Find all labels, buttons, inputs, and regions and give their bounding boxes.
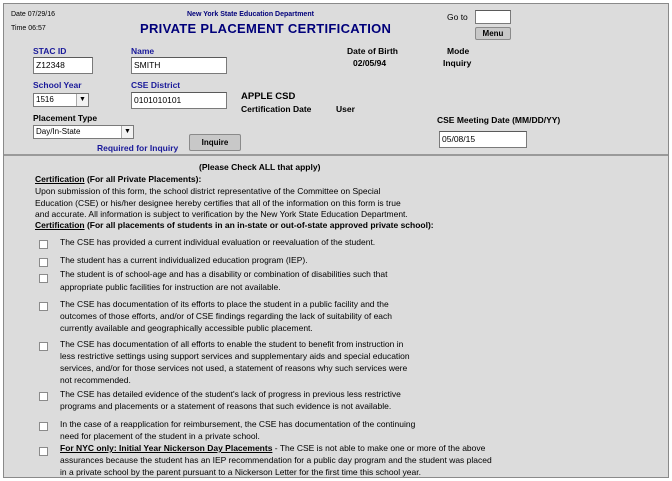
nyc-item-label: For NYC only: Initial Year Nickerson Day Placements <box>60 443 273 453</box>
school-year-select[interactable] <box>33 93 89 107</box>
certification-title-2: Certification <box>35 220 85 230</box>
nyc-item-first-rest: - The CSE is not able to make one or more of the above <box>272 443 486 453</box>
stac-id-label: STAC ID <box>33 46 67 56</box>
goto-label: Go to <box>447 12 468 22</box>
placement-type-value: Day/In-State <box>36 127 81 136</box>
certify-item-6-line-0: The CSE has detailed evidence of the student's lack of progress in previous less restrictive <box>60 389 401 399</box>
nyc-nickerson-checkbox[interactable] <box>39 447 48 456</box>
name-field[interactable]: SMITH <box>131 57 227 74</box>
certify-item-5-line-2: services, and/or for those services not used, a statement of reasons why such services were <box>60 363 408 373</box>
school-year-label: School Year <box>33 80 82 90</box>
cse-meeting-date-label: CSE Meeting Date (MM/DD/YY) <box>437 115 561 125</box>
date-label: Date 07/29/16 <box>11 11 55 18</box>
intro-line-2: and accurate. All information is subject to verification by the New York State Education Department. <box>35 209 408 219</box>
time-label: Time 06:57 <box>11 25 46 32</box>
header-panel <box>4 4 668 156</box>
certify-item-4-line-0: The CSE has documentation of its efforts to place the student in a public facility and the <box>60 299 389 309</box>
user-label: User <box>336 104 355 114</box>
department-name: New York State Education Department <box>187 11 314 18</box>
cse-meeting-date-field[interactable]: 05/08/15 <box>439 131 527 148</box>
intro-line-0: Upon submission of this form, the school district representative of the Committee on Special <box>35 186 381 196</box>
inquire-button[interactable]: Inquire <box>189 134 241 151</box>
placement-type-select[interactable] <box>33 125 134 139</box>
certification-sub-1: (For all Private Placements): <box>86 174 202 184</box>
nyc-item-line-1: assurances because the student has an IEP recommendation for a public day program and the student was placed <box>60 455 492 465</box>
certify-item-1-line-0: The CSE has provided a current individual evaluation or reevaluation of the student. <box>60 237 376 247</box>
page-title: PRIVATE PLACEMENT CERTIFICATION <box>140 21 392 36</box>
certify-checkbox-2[interactable] <box>39 258 48 267</box>
certify-item-3-line-0: The student is of school-age and has a disability or combination of disabilities such that <box>60 269 388 279</box>
cse-district-label: CSE District <box>131 80 181 90</box>
certification-heading-1 <box>35 174 201 184</box>
certify-item-5-line-3: not recommended. <box>60 375 131 385</box>
certify-checkbox-6[interactable] <box>39 392 48 401</box>
cse-district-field[interactable]: 0101010101 <box>131 92 227 109</box>
district-name: APPLE CSD <box>241 91 296 102</box>
placement-type-label: Placement Type <box>33 113 98 123</box>
required-for-inquiry: Required for Inquiry <box>97 143 179 153</box>
goto-input[interactable] <box>475 10 511 24</box>
nyc-item-line-2: in a private school by the parent pursuant to a Nickerson Letter for the first time this school year. <box>60 467 421 477</box>
nyc-item-line-0 <box>60 443 485 455</box>
certify-checkbox-5[interactable] <box>39 342 48 351</box>
certify-item-5-line-0: The CSE has documentation of all efforts to enable the student to benefit from instruction in <box>60 339 404 349</box>
certify-checkbox-1[interactable] <box>39 240 48 249</box>
app-window <box>3 3 669 478</box>
certification-sub-2: (For all placements of students in an in-state or out-of-state approved private school): <box>86 220 434 230</box>
name-label: Name <box>131 46 155 56</box>
certify-checkbox-4[interactable] <box>39 302 48 311</box>
certify-checkbox-3[interactable] <box>39 274 48 283</box>
certify-item-7-line-0: In the case of a reapplication for reimbursement, the CSE has documentation of the continuing <box>60 419 416 429</box>
certification-panel <box>4 158 668 478</box>
certify-item-3-line-1: appropriate public facilities for instruction are not available. <box>60 282 281 292</box>
certify-item-5-line-1: less restrictive settings using support services and supplementary aids and special education <box>60 351 410 361</box>
certification-heading-2 <box>35 220 434 230</box>
certification-date-label: Certification Date <box>241 104 312 114</box>
dob-label: Date of Birth <box>347 46 398 56</box>
certification-title-1: Certification <box>35 174 85 184</box>
chevron-down-icon: ▼ <box>121 126 133 138</box>
certify-item-4-line-2: currently available and geographically accessible public placement. <box>60 323 313 333</box>
certify-item-2-line-0: The student has a current individualized education program (IEP). <box>60 255 308 265</box>
certify-item-7-line-1: need for placement of the student in a private school. <box>60 431 260 441</box>
school-year-value: 1516 <box>36 95 54 104</box>
mode-label: Mode <box>447 46 470 56</box>
intro-line-1: Education (CSE) or his/her designee hereby certifies that all of the information on this form is true <box>35 197 401 208</box>
mode-value: Inquiry <box>443 58 472 68</box>
certify-checkbox-7[interactable] <box>39 422 48 431</box>
check-all-instruction: (Please Check ALL that apply) <box>199 162 321 172</box>
certify-item-4-line-1: outcomes of those efforts, and/or of CSE findings regarding the lack of suitability of each <box>60 311 393 321</box>
dob-value: 02/05/94 <box>353 58 387 68</box>
menu-button[interactable]: Menu <box>475 27 511 40</box>
stac-id-field[interactable]: Z12348 <box>33 57 93 74</box>
chevron-down-icon: ▼ <box>76 94 88 106</box>
certify-item-6-line-1: programs and placements or a statement of reasons that such evidence is not available. <box>60 401 392 411</box>
